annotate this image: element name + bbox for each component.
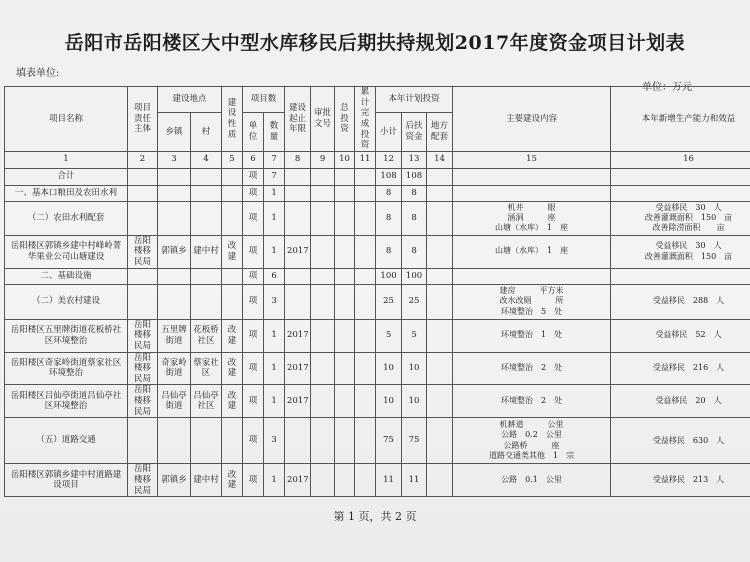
table-row [5, 464, 750, 497]
cell-resp [128, 168, 158, 185]
cell-subtotal: 10 [376, 385, 402, 418]
cell-content: 环境整治 2 处 [453, 385, 611, 418]
header-subtotal: 小计 [376, 112, 402, 151]
cell-period [285, 268, 311, 284]
cell-total [335, 235, 355, 268]
cell-local [427, 185, 453, 201]
cell-name: 岳阳楼区郭镇乡建中村峰岭菁华果业公司山塘建设 [5, 235, 128, 268]
cell-accum [355, 352, 376, 385]
cell-total [335, 268, 355, 284]
header-plan-investment: 本年计划投资 [376, 87, 453, 113]
cell-village [191, 268, 222, 284]
cell-local [427, 464, 453, 497]
cell-qty: 1 [264, 464, 285, 497]
cell-qty: 1 [264, 385, 285, 418]
table-row [5, 284, 750, 319]
cell-name: 岳阳楼区郭镇乡建中村道路建设项目 [5, 464, 128, 497]
cell-local [427, 319, 453, 352]
cell-period [285, 168, 311, 185]
cell-subtotal: 108 [376, 168, 402, 185]
header-accum-investment: 累计完成投资 [355, 87, 376, 152]
cell-total [335, 168, 355, 185]
cell-content: 机井 眼 涵洞 座 山塘（水库） 1 座 [453, 201, 611, 235]
cell-content: 山塘（水库） 1 座 [453, 235, 611, 268]
col-number: 2 [128, 151, 158, 168]
money-unit-label: 单位：万元 [642, 82, 692, 93]
cell-local [427, 268, 453, 284]
cell-town [158, 418, 191, 464]
col-number: 11 [355, 151, 376, 168]
cell-benefit: 受益移民 630 人 [611, 418, 750, 464]
cell-unit: 项 [243, 319, 264, 352]
cell-resp: 岳阳楼移民局 [128, 319, 158, 352]
header-project-name: 项目名称 [5, 87, 128, 152]
col-number: 13 [402, 151, 427, 168]
cell-qty: 1 [264, 319, 285, 352]
cell-content [453, 268, 611, 284]
cell-resp: 岳阳楼移民局 [128, 385, 158, 418]
cell-period [285, 185, 311, 201]
cell-post: 10 [402, 385, 427, 418]
table-row [5, 201, 750, 235]
cell-town: 五里牌街道 [158, 319, 191, 352]
page-footer: 第 1 页，共 2 页 [333, 510, 417, 523]
cell-approval [311, 418, 335, 464]
cell-village [191, 201, 222, 235]
cell-name: （二）农田水利配套 [5, 201, 128, 235]
cell-unit: 项 [243, 268, 264, 284]
cell-subtotal: 8 [376, 185, 402, 201]
col-number: 10 [335, 151, 355, 168]
cell-content: 环境整治 1 处 [453, 319, 611, 352]
cell-post: 10 [402, 352, 427, 385]
cell-accum [355, 464, 376, 497]
cell-town [158, 284, 191, 319]
cell-name: 岳阳楼区五里牌街道花板桥社区环境整治 [5, 319, 128, 352]
cell-subtotal: 11 [376, 464, 402, 497]
header-local-match: 地方配套 [427, 112, 453, 151]
cell-nature [222, 284, 243, 319]
cell-approval [311, 319, 335, 352]
cell-subtotal: 5 [376, 319, 402, 352]
col-number: 3 [158, 151, 191, 168]
col-number: 1 [5, 151, 128, 168]
cell-town: 吕仙亭街道 [158, 385, 191, 418]
column-number-row [5, 151, 750, 168]
fill-unit-label: 填表单位: [16, 68, 60, 79]
col-number: 16 [611, 151, 750, 168]
header-project-count: 项目数 [243, 87, 285, 113]
cell-nature: 改建 [222, 235, 243, 268]
cell-subtotal: 100 [376, 268, 402, 284]
table-body [5, 168, 750, 496]
cell-post: 11 [402, 464, 427, 497]
cell-local [427, 284, 453, 319]
header-period: 建设起止年限 [285, 87, 311, 152]
cell-approval [311, 352, 335, 385]
cell-unit: 项 [243, 418, 264, 464]
cell-total [335, 201, 355, 235]
cell-town: 奇家岭街道 [158, 352, 191, 385]
cell-post: 25 [402, 284, 427, 319]
col-number: 14 [427, 151, 453, 168]
cell-resp [128, 284, 158, 319]
cell-total [335, 385, 355, 418]
cell-qty: 3 [264, 418, 285, 464]
cell-village: 花板桥社区 [191, 319, 222, 352]
cell-total [335, 418, 355, 464]
header-responsible: 项目责任主体 [128, 87, 158, 152]
cell-post: 75 [402, 418, 427, 464]
cell-content: 环境整治 2 处 [453, 352, 611, 385]
col-number: 12 [376, 151, 402, 168]
cell-village: 建中村 [191, 235, 222, 268]
cell-town [158, 185, 191, 201]
cell-name: （二）美农村建设 [5, 284, 128, 319]
cell-content [453, 185, 611, 201]
cell-accum [355, 201, 376, 235]
cell-village: 吕仙亭社区 [191, 385, 222, 418]
cell-nature [222, 201, 243, 235]
cell-name: （五）道路交通 [5, 418, 128, 464]
header-main-content: 主要建设内容 [453, 87, 611, 152]
cell-approval [311, 385, 335, 418]
cell-accum [355, 235, 376, 268]
cell-nature: 改建 [222, 319, 243, 352]
cell-unit: 项 [243, 385, 264, 418]
cell-resp: 岳阳楼移民局 [128, 235, 158, 268]
cell-benefit [611, 268, 750, 284]
cell-total [335, 319, 355, 352]
cell-period [285, 201, 311, 235]
cell-local [427, 201, 453, 235]
cell-approval [311, 268, 335, 284]
cell-qty: 6 [264, 268, 285, 284]
cell-town: 郭镇乡 [158, 235, 191, 268]
cell-content [453, 168, 611, 185]
cell-period: 2017 [285, 319, 311, 352]
header-approval: 审批文号 [311, 87, 335, 152]
cell-unit: 项 [243, 464, 264, 497]
document-title: 岳阳市岳阳楼区大中型水库移民后期扶持规划2017年度资金项目计划表 [64, 32, 686, 54]
header-benefit: 本年新增生产能力和效益 [611, 87, 750, 152]
cell-village [191, 168, 222, 185]
cell-post: 8 [402, 235, 427, 268]
cell-content: 机耕道 公里 公路 0.2 公里 公路桥 座 道路交通类其他 1 宗 [453, 418, 611, 464]
table-row [5, 352, 750, 385]
table-row [5, 319, 750, 352]
cell-approval [311, 284, 335, 319]
table-row [5, 385, 750, 418]
cell-accum [355, 168, 376, 185]
cell-benefit: 受益移民 20 人 [611, 385, 750, 418]
cell-village [191, 284, 222, 319]
cell-nature [222, 418, 243, 464]
cell-nature: 改建 [222, 385, 243, 418]
cell-benefit [611, 168, 750, 185]
col-number: 9 [311, 151, 335, 168]
cell-unit: 项 [243, 284, 264, 319]
col-number: 4 [191, 151, 222, 168]
header-post-support: 后扶资金 [402, 112, 427, 151]
cell-subtotal: 8 [376, 201, 402, 235]
cell-post: 108 [402, 168, 427, 185]
cell-local [427, 385, 453, 418]
cell-content: 公路 0.1 公里 [453, 464, 611, 497]
cell-name: 岳阳楼区奇家岭街道蔡家社区环境整治 [5, 352, 128, 385]
cell-town [158, 168, 191, 185]
cell-accum [355, 319, 376, 352]
cell-approval [311, 168, 335, 185]
cell-accum [355, 385, 376, 418]
cell-post: 8 [402, 185, 427, 201]
cell-approval [311, 185, 335, 201]
cell-benefit: 受益移民 52 人 [611, 319, 750, 352]
cell-subtotal: 10 [376, 352, 402, 385]
cell-resp [128, 201, 158, 235]
cell-qty: 1 [264, 352, 285, 385]
cell-period: 2017 [285, 464, 311, 497]
plan-table [4, 86, 750, 497]
cell-nature [222, 185, 243, 201]
cell-benefit [611, 185, 750, 201]
cell-unit: 项 [243, 185, 264, 201]
cell-total [335, 185, 355, 201]
cell-approval [311, 464, 335, 497]
header-village: 村 [191, 112, 222, 151]
cell-benefit: 受益移民 288 人 [611, 284, 750, 319]
col-number: 5 [222, 151, 243, 168]
cell-resp [128, 268, 158, 284]
cell-period: 2017 [285, 235, 311, 268]
cell-benefit: 受益移民 30 人 改善灌溉面积 150 亩 改善除涝面积 亩 [611, 201, 750, 235]
cell-subtotal: 25 [376, 284, 402, 319]
cell-accum [355, 185, 376, 201]
cell-local [427, 235, 453, 268]
header-quantity: 数量 [264, 112, 285, 151]
cell-resp [128, 418, 158, 464]
cell-period: 2017 [285, 385, 311, 418]
cell-town: 郭镇乡 [158, 464, 191, 497]
cell-village: 建中村 [191, 464, 222, 497]
cell-total [335, 352, 355, 385]
cell-accum [355, 284, 376, 319]
cell-resp: 岳阳楼移民局 [128, 352, 158, 385]
col-number: 7 [264, 151, 285, 168]
cell-nature [222, 168, 243, 185]
table-row [5, 418, 750, 464]
cell-benefit: 受益移民 213 人 [611, 464, 750, 497]
cell-post: 100 [402, 268, 427, 284]
col-number: 6 [243, 151, 264, 168]
header-nature: 建设性质 [222, 87, 243, 152]
cell-content: 建房 平方米 改水改厕 所 环境整治 5 处 [453, 284, 611, 319]
table-row [5, 268, 750, 284]
cell-village [191, 185, 222, 201]
cell-nature: 改建 [222, 464, 243, 497]
cell-qty: 1 [264, 235, 285, 268]
cell-name: 二、基础设施 [5, 268, 128, 284]
cell-town [158, 201, 191, 235]
cell-local [427, 418, 453, 464]
cell-qty: 3 [264, 284, 285, 319]
cell-qty: 1 [264, 201, 285, 235]
cell-approval [311, 235, 335, 268]
cell-subtotal: 8 [376, 235, 402, 268]
header-location: 建设地点 [158, 87, 222, 113]
cell-period [285, 418, 311, 464]
cell-unit: 项 [243, 168, 264, 185]
col-number: 8 [285, 151, 311, 168]
header-unit: 单位 [243, 112, 264, 151]
cell-unit: 项 [243, 201, 264, 235]
cell-name: 合计 [5, 168, 128, 185]
cell-accum [355, 268, 376, 284]
cell-qty: 7 [264, 168, 285, 185]
table-row [5, 235, 750, 268]
cell-benefit: 受益移民 30 人 改善灌溉面积 150 亩 [611, 235, 750, 268]
table-row [5, 168, 750, 185]
cell-name: 岳阳楼区吕仙亭街道吕仙亭社区环境整治 [5, 385, 128, 418]
cell-benefit: 受益移民 216 人 [611, 352, 750, 385]
cell-total [335, 464, 355, 497]
cell-post: 8 [402, 201, 427, 235]
header-total-investment: 总投资 [335, 87, 355, 152]
cell-qty: 1 [264, 185, 285, 201]
col-number: 15 [453, 151, 611, 168]
cell-resp: 岳阳楼移民局 [128, 464, 158, 497]
cell-subtotal: 75 [376, 418, 402, 464]
cell-period [285, 284, 311, 319]
cell-local [427, 168, 453, 185]
cell-unit: 项 [243, 235, 264, 268]
cell-village: 蔡家社区 [191, 352, 222, 385]
cell-nature [222, 268, 243, 284]
cell-village [191, 418, 222, 464]
cell-period: 2017 [285, 352, 311, 385]
cell-town [158, 268, 191, 284]
table-row [5, 185, 750, 201]
cell-local [427, 352, 453, 385]
header-town: 乡镇 [158, 112, 191, 151]
cell-approval [311, 201, 335, 235]
cell-name: 一、基本口粮田及农田水利 [5, 185, 128, 201]
cell-nature: 改建 [222, 352, 243, 385]
cell-total [335, 284, 355, 319]
cell-resp [128, 185, 158, 201]
cell-unit: 项 [243, 352, 264, 385]
cell-post: 5 [402, 319, 427, 352]
cell-accum [355, 418, 376, 464]
